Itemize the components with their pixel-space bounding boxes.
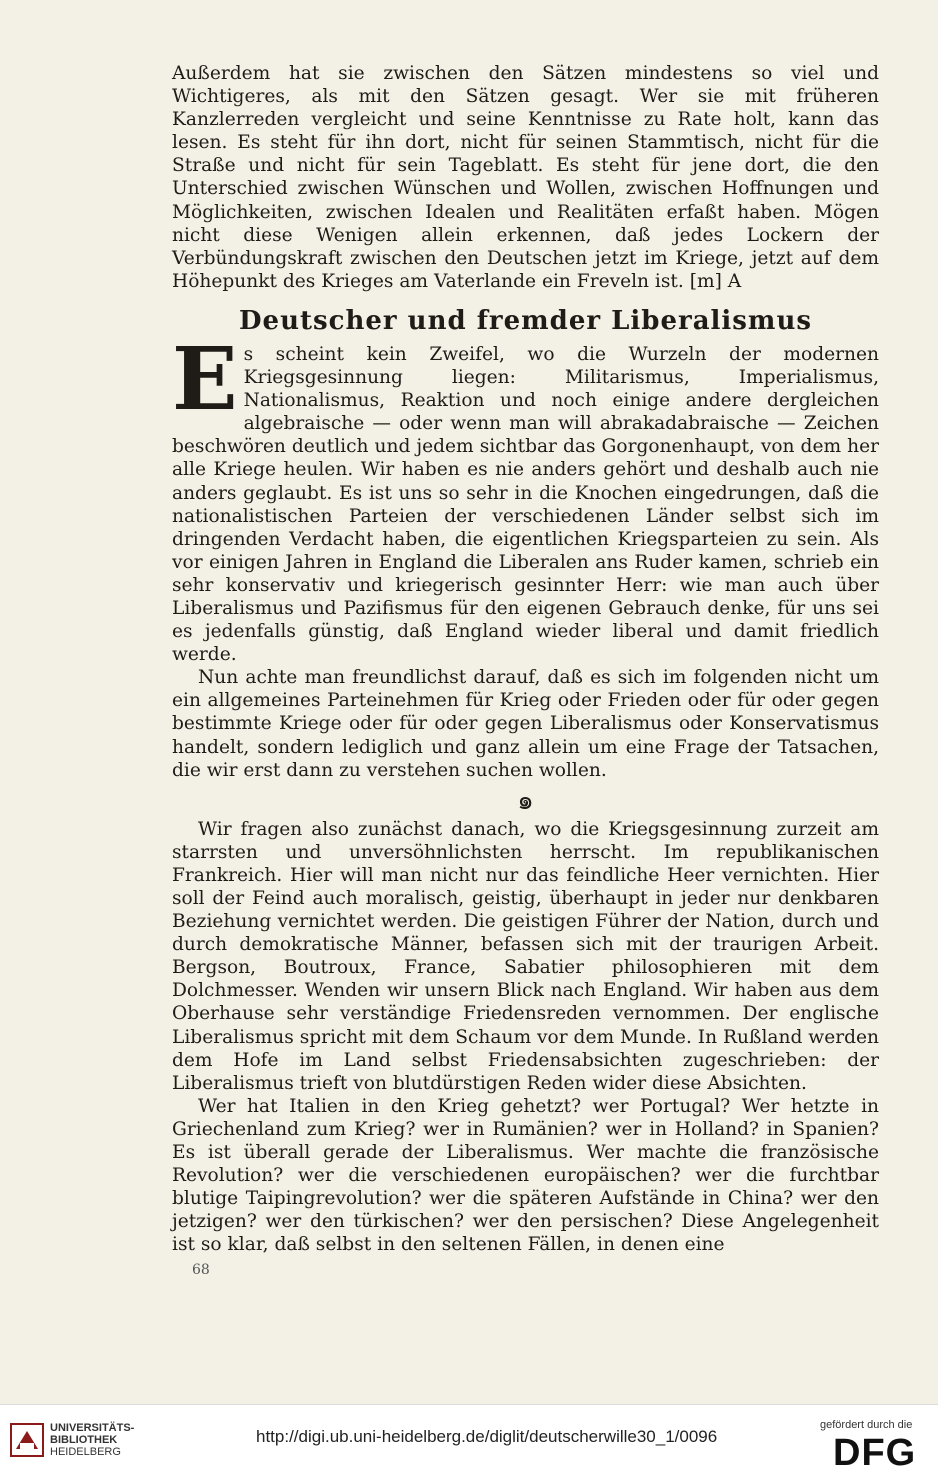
paragraph-1 <box>172 328 879 666</box>
top-paragraph: Außerdem hat sie zwischen den Sätzen mindestens so viel und Wichtigeres, als mit den Sätzen gesagt. Wer sie mit früheren Kanzlerreden vergleicht und seine Kenntnisse zu Rate holt, kann das lesen. Es steht für ihn dort, nicht für seinen Stammtisch, nicht für die Straße und nicht für sein Tageblatt. Es steht für jene dort, die den Unterschied zwischen Wünschen und Wollen, zwischen Hoffnungen und Möglichkeiten, zwischen Idealen und Realitäten erfaßt haben. Mögen nicht diese Wenigen allein erkennen, daß jedes Lockern der Verbündungskraft zwischen den Deutschen jetzt im Kriege, jetzt auf dem Höhepunkt des Krieges am Vaterlande ein Freveln ist. [m] A <box>172 63 879 292</box>
funding-caption: gefördert durch die <box>820 1419 913 1431</box>
paragraph-1-text: s scheint kein Zweifel, wo die Wurzeln der modernen Kriegsgesinnung liegen: Militarismus, Imperialismus, Nationalismus, Reaktion und noch einige andere dergleichen algebraische — oder wenn man will abrakadabraische — Zeichen beschwören deutlich und jedem sichtbar das Gorgonenhaupt, von dem her alle Kriege heulen. Wir haben es nie anders gehört und deshalb auch nie anders geglaubt. Es ist uns so sehr in die Knochen eingedrungen, daß die nationalistischen Parteien der verschiedenen Länder selbst sich im dringenden Verdacht haben, die eigentlichen Kriegsparteien zu sein. Als vor einigen Jahren in England die Liberalen ans Ruder kamen, schrieb ein sehr konservativ und kriegerisch gesinnter Herr: wie man auch über Liberalismus und Pazifismus für den eigenen Gebrauch denke, für uns sei es jedenfalls günstig, daß England wieder liberal und damit friedlich werde. <box>172 343 879 666</box>
page-number: 68 <box>192 1262 210 1278</box>
paragraph-4: Wer hat Italien in den Krieg gehetzt? wer Portugal? Wer hetzte in Griechenland zum Krieg? wer in Rumänien? wer in Holland? in Spanien? Es ist überall gerade der Liberalismus. Wer machte die französische Revolution? wer die verschiedenen europäischen? wer die furchtbar blutige Taipingrevolution? wer die späteren Aufstände in China? wer den jetzigen? wer den türkischen? wer den persischen? Diese Angelegenheit ist so klar, daß selbst in den seltenen Fällen, in denen eine <box>172 1095 879 1256</box>
digitization-footer <box>0 1404 938 1475</box>
paragraph-3: Wir fragen also zunächst danach, wo die Kriegsgesinnung zurzeit am starrsten und unversöhnlichsten herrscht. Im republikanischen Frankreich. Hier will man nicht nur das feindliche Heer vernichten. Hier soll der Feind auch moralisch, geistig, überhaupt in jeder nur denkbaren Beziehung vernichtet werden. Die geistigen Führer der Nation, durch und durch demokratische Männer, befassen sich mit der traurigen Arbeit. Bergson, Boutroux, France, Sabatier philosophieren mit dem Dolchmesser. Wenden wir unsern Blick nach England. Wir haben aus dem Oberhause sehr verständige Friedensreden vernommen. Der englische Liberalismus spricht mit dem Schaum vor dem Munde. In Rußland werden dem Hofe im Land selbst Friedensabsichten zugeschrieben: der Liberalismus trieft von blutdürstigen Reden wider diese Absichten. <box>172 818 879 1094</box>
body-text <box>172 62 879 1257</box>
source-url[interactable]: http://digi.ub.uni-heidelberg.de/diglit/deutscherwille30_1/0096 <box>256 1427 718 1446</box>
section-divider-ornament: ๑ <box>517 785 534 816</box>
drop-cap: E <box>172 328 238 430</box>
university-library-logo-icon <box>10 1423 44 1457</box>
library-name: UNIVERSITÄTS- BIBLIOTHEK HEIDELBERG <box>50 1422 135 1458</box>
paragraph-2: Nun achte man freundlichst darauf, daß es sich im folgenden nicht um ein allgemeines Parteinehmen für Krieg oder Frieden oder für oder gegen bestimmte Kriege oder für oder gegen Liberalismus oder Konservatismus handelt, sondern lediglich und ganz allein um eine Frage der Tatsachen, die wir erst dann zu verstehen suchen wollen. <box>172 667 879 781</box>
dfg-logo: DFG <box>833 1432 917 1474</box>
section-heading: Deutscher und fremder Liberalismus <box>239 305 812 336</box>
